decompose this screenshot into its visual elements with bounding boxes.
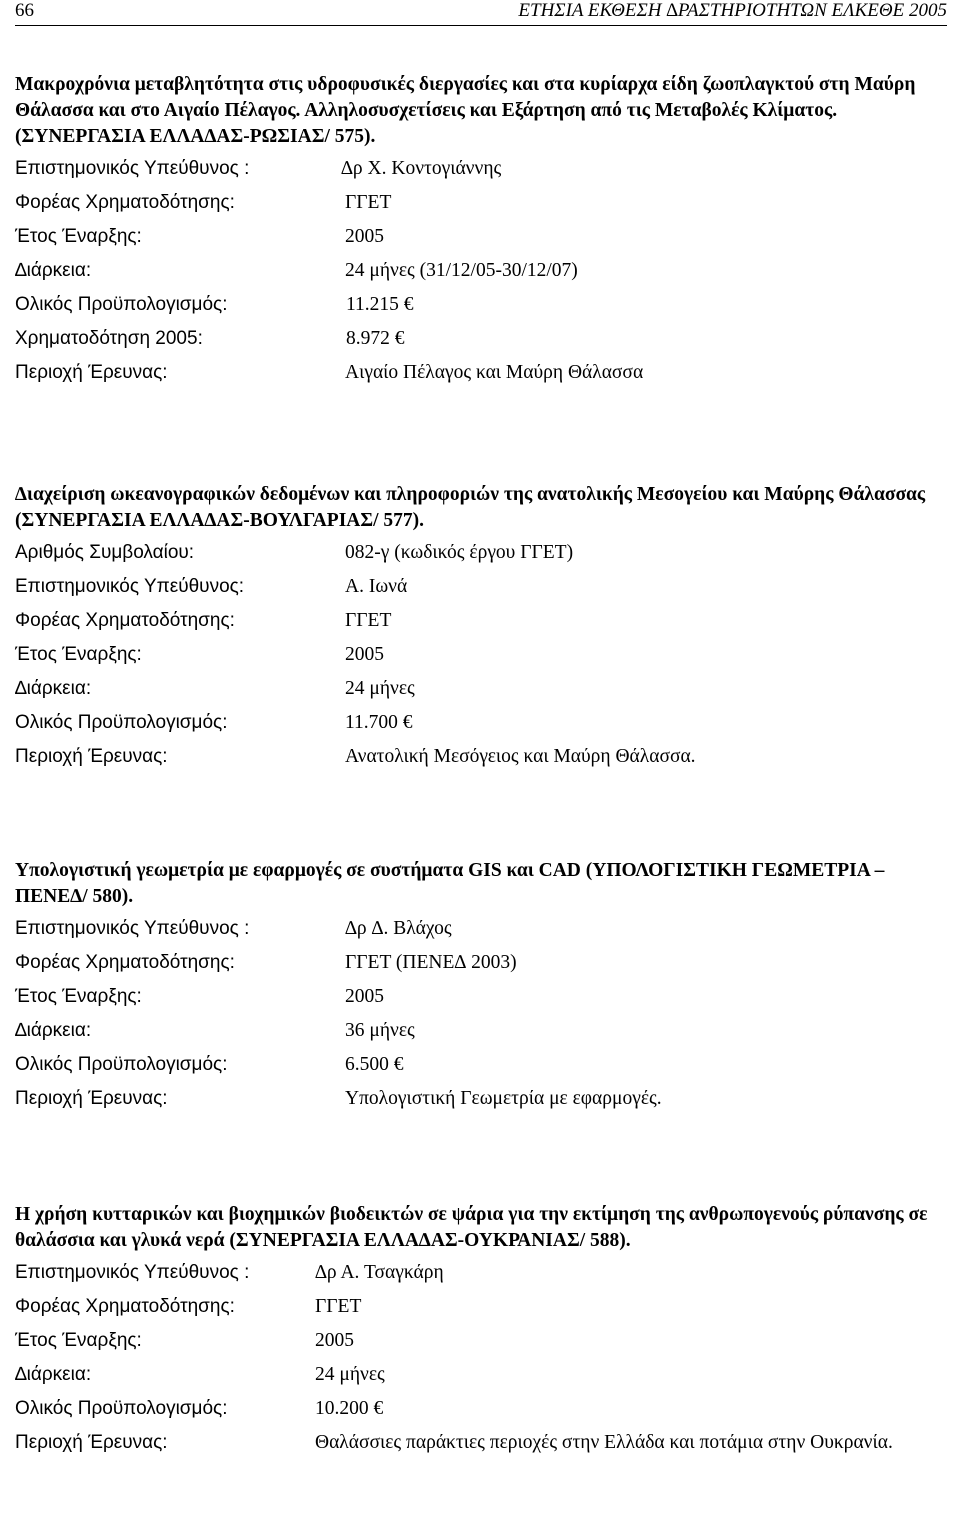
field-total-budget (15, 1392, 947, 1426)
field-label: Επιστημονικός Υπεύθυνος: (15, 576, 245, 597)
field-duration (15, 1014, 947, 1048)
field-value: 11.700 € (345, 712, 413, 733)
project-575 (15, 72, 947, 390)
field-funding-body (15, 1290, 947, 1324)
field-value: Υπολογιστική Γεωμετρία με εφαρμογές. (345, 1088, 662, 1109)
field-label: Αριθμός Συμβολαίου: (15, 542, 195, 563)
field-value: ΓΓΕΤ (345, 610, 392, 631)
field-value: 2005 (345, 986, 384, 1007)
page-number: 66 (15, 0, 34, 21)
field-research-area (15, 356, 947, 390)
page-header (15, 0, 947, 22)
field-label: ∆ιάρκεια: (15, 1020, 92, 1041)
project-title: Η χρήση κυτταρικών και βιοχημικών βιοδεικτών σε ψάρια για την εκτίμηση της ανθρωπογενούς ρύπανσης σε θαλάσσια και γλυκά νερά (ΣΥΝΕΡΓΑΣΙΑ ΕΛΛΑ∆ΑΣ-ΟΥΚΡΑΝΙΑΣ/ 588). (15, 1204, 928, 1251)
field-scientific-lead (15, 570, 947, 604)
field-value: 24 μήνες (315, 1364, 385, 1385)
field-value: ∆ρ Α. Τσαγκάρη (315, 1262, 444, 1283)
field-label: Περιοχή Έρευνας: (15, 1432, 168, 1453)
field-funding-2005 (15, 322, 947, 356)
field-label: Φορέας Χρηματοδότησης: (15, 610, 235, 631)
field-value: 11.215 € (346, 294, 414, 315)
field-funding-body (15, 604, 947, 638)
field-label: Χρηματοδότηση 2005: (15, 328, 203, 349)
field-value: ΓΓΕΤ (315, 1296, 362, 1317)
field-value: ΓΓΕΤ (ΠΕΝΕ∆ 2003) (345, 952, 517, 973)
field-label: Επιστημονικός Υπεύθυνος : (15, 158, 250, 179)
field-label: ∆ιάρκεια: (15, 1364, 92, 1385)
field-label: Έτος Έναρξης: (15, 1330, 142, 1351)
field-value: 2005 (345, 644, 384, 665)
project-title: Μακροχρόνια μεταβλητότητα στις υδροφυσικές διεργασίες και στα κυρίαρχα είδη ζωοπλαγκτού στη Μαύρη Θάλασσα και στο Αιγαίο Πέλαγος. Αλληλοσυσχετίσεις και Εξάρτηση από τις Μεταβολές Κλίματος. (ΣΥΝΕΡΓΑΣΙΑ ΕΛΛΑ∆ΑΣ-ΡΩΣΙΑΣ/ 575). (15, 74, 916, 147)
field-label: Ολικός Προϋπολογισμός: (15, 294, 228, 315)
field-research-area (15, 740, 947, 774)
field-scientific-lead (15, 152, 947, 186)
field-scientific-lead (15, 912, 947, 946)
field-value: 6.500 € (345, 1054, 404, 1075)
field-label: Φορέας Χρηματοδότησης: (15, 192, 235, 213)
field-label: Περιοχή Έρευνας: (15, 362, 168, 383)
field-value: 082-γ (κωδικός έργου ΓΓΕΤ) (345, 542, 574, 563)
field-research-area (15, 1082, 947, 1116)
field-duration (15, 672, 947, 706)
field-funding-body (15, 186, 947, 220)
field-value: 2005 (345, 226, 384, 247)
field-label: Έτος Έναρξης: (15, 644, 142, 665)
field-value: Α. Ιωνά (345, 576, 408, 597)
field-label: ∆ιάρκεια: (15, 260, 92, 281)
header-divider (15, 25, 947, 26)
field-start-year (15, 980, 947, 1014)
field-label: Έτος Έναρξης: (15, 226, 142, 247)
field-start-year (15, 1324, 947, 1358)
field-funding-body (15, 946, 947, 980)
field-label: Επιστημονικός Υπεύθυνος : (15, 918, 250, 939)
field-contract-number (15, 536, 947, 570)
field-value: ΓΓΕΤ (345, 192, 392, 213)
project-title: ∆ιαχείριση ωκεανογραφικών δεδομένων και πληροφοριών της ανατολικής Μεσογείου και Μαύρης Θάλασσας (ΣΥΝΕΡΓΑΣΙΑ ΕΛΛΑ∆ΑΣ-ΒΟΥΛΓΑΡΙΑΣ/ 577). (15, 484, 926, 531)
project-580 (15, 858, 947, 1116)
field-value: Ανατολική Μεσόγειος και Μαύρη Θάλασσα. (345, 746, 696, 767)
field-total-budget (15, 288, 947, 322)
project-588 (15, 1202, 947, 1488)
field-label: Επιστημονικός Υπεύθυνος : (15, 1262, 250, 1283)
field-label: Ολικός Προϋπολογισμός: (15, 712, 228, 733)
field-value: ∆ρ ∆. Βλάχος (345, 918, 452, 939)
field-value: 24 μήνες (31/12/05-30/12/07) (345, 260, 578, 281)
field-label: ∆ιάρκεια: (15, 678, 92, 699)
field-label: Ολικός Προϋπολογισμός: (15, 1054, 228, 1075)
field-research-area (15, 1426, 947, 1488)
field-value: Αιγαίο Πέλαγος και Μαύρη Θάλασσα (345, 362, 644, 383)
field-duration (15, 254, 947, 288)
field-label: Έτος Έναρξης: (15, 986, 142, 1007)
field-start-year (15, 638, 947, 672)
project-title: Υπολογιστική γεωμετρία με εφαρμογές σε συστήματα GIS και CAD (ΥΠΟΛΟΓΙΣΤΙΚΗ ΓΕΩΜΕΤΡΙΑ – ΠΕΝΕ∆/ 580). (15, 860, 885, 907)
field-label: Περιοχή Έρευνας: (15, 746, 168, 767)
field-value: 36 μήνες (345, 1020, 415, 1041)
project-577 (15, 482, 947, 774)
field-value: Θαλάσσιες παράκτιες περιοχές στην Ελλάδα και ποτάμια στην Ουκρανία. (315, 1432, 893, 1453)
field-value: 10.200 € (315, 1398, 384, 1419)
running-title: ΕΤΗΣΙΑ ΕΚΘΕΣΗ ∆ΡΑΣΤΗΡΙΟΤΗΤΩΝ ΕΛΚΕΘΕ 2005 (518, 0, 947, 21)
field-start-year (15, 220, 947, 254)
field-label: Ολικός Προϋπολογισμός: (15, 1398, 228, 1419)
field-value: 2005 (315, 1330, 354, 1351)
field-label: Φορέας Χρηματοδότησης: (15, 952, 235, 973)
field-value: 8.972 € (346, 328, 405, 349)
field-total-budget (15, 1048, 947, 1082)
field-scientific-lead (15, 1256, 947, 1290)
field-label: Φορέας Χρηματοδότησης: (15, 1296, 235, 1317)
field-value: ∆ρ Χ. Κοντογιάννης (341, 158, 502, 179)
field-duration (15, 1358, 947, 1392)
field-label: Περιοχή Έρευνας: (15, 1088, 168, 1109)
field-value: 24 μήνες (345, 678, 415, 699)
field-total-budget (15, 706, 947, 740)
